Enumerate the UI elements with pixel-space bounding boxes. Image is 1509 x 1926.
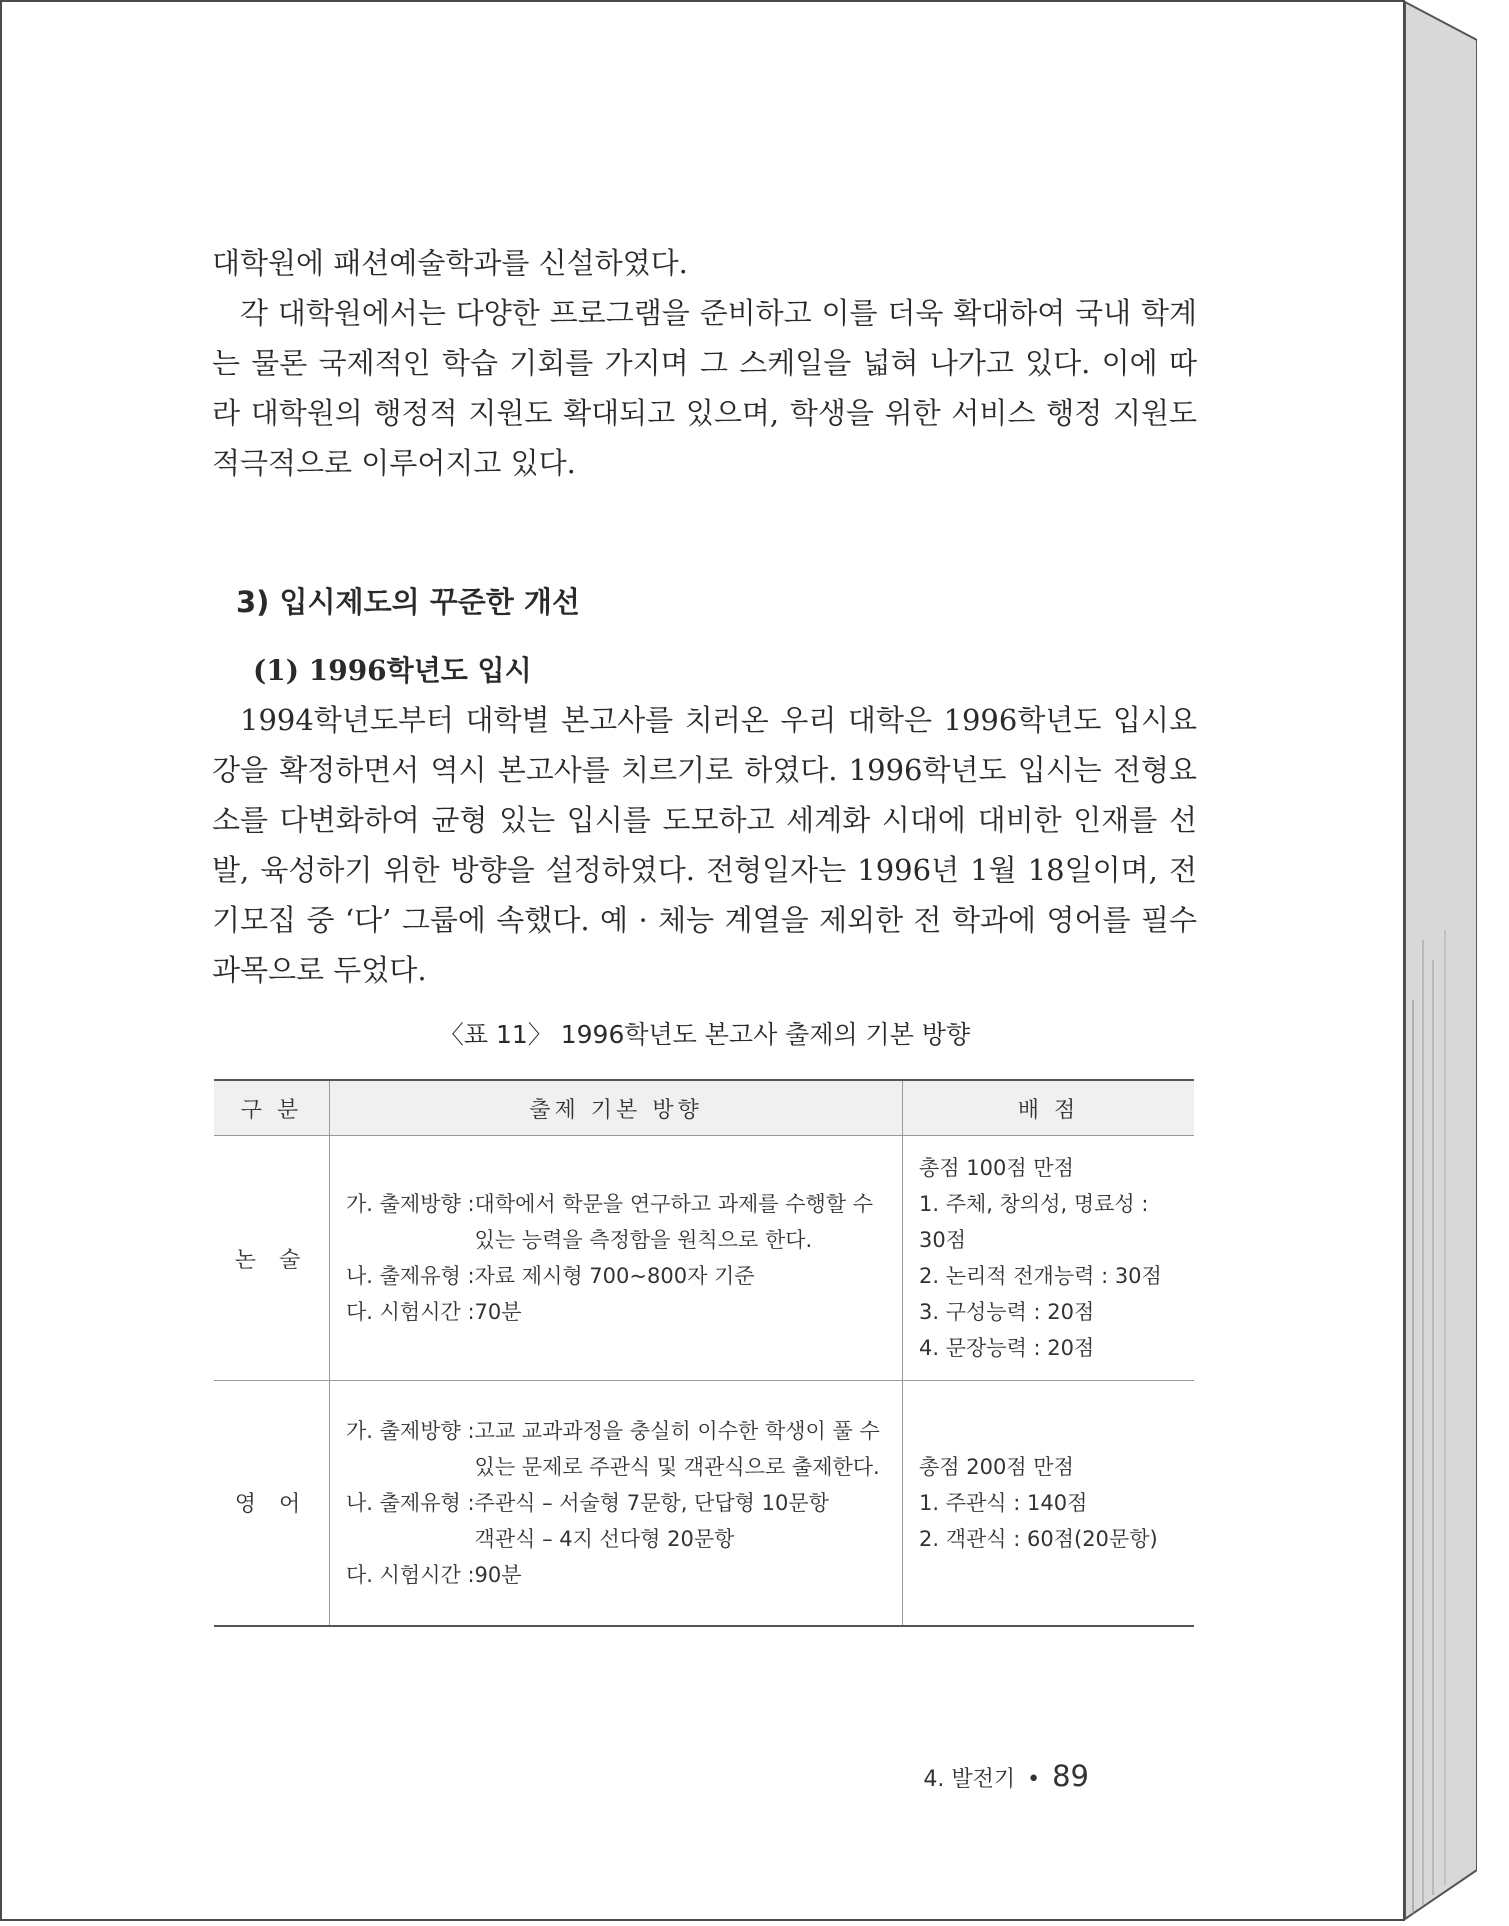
header-direction: 출제 기본 방향 [330, 1080, 903, 1136]
direction-key: 다. 시험시간 : [346, 1562, 475, 1587]
direction-key: 가. 출제방향 : [346, 1192, 475, 1216]
score-line: 총점 100점 만점 [919, 1156, 1074, 1180]
score-line: 2. 논리적 전개능력 : 30점 [919, 1264, 1162, 1288]
direction-value: 자료 제시형 700~800자 기준 [474, 1264, 755, 1288]
score-line: 4. 문장능력 : 20점 [919, 1336, 1095, 1360]
direction-item [346, 1557, 886, 1593]
page-number: 89 [1052, 1759, 1089, 1793]
table-row [214, 1136, 1194, 1381]
row-category: 영 어 [214, 1381, 330, 1626]
direction-value: 주관식 – 서술형 7문항, 단답형 10문항 객관식 – 4지 선다형 20문항 [474, 1490, 829, 1551]
score-line: 2. 객관식 : 60점(20문항) [919, 1526, 1158, 1551]
row-scores [903, 1136, 1195, 1381]
direction-value: 90분 [474, 1562, 522, 1587]
body-paragraph: 대학원에 패션예술학과를 신설하였다. [212, 246, 688, 280]
page-footer [923, 1759, 1089, 1793]
footer-bullet: • [1027, 1767, 1041, 1792]
exam-direction-table [214, 1079, 1194, 1627]
row-category: 논 술 [214, 1136, 330, 1381]
row-directions [330, 1381, 903, 1626]
header-category: 구 분 [214, 1080, 330, 1136]
book-page-stack-edge [1405, 0, 1477, 1921]
direction-key: 나. 출제유형 : [346, 1264, 475, 1288]
direction-item [346, 1186, 886, 1258]
chapter-label: 4. 발전기 [923, 1767, 1016, 1792]
table-row [214, 1381, 1194, 1626]
table-header-row [214, 1080, 1194, 1136]
direction-value: 고교 교과과정을 충실히 이수한 학생이 풀 수 있는 문제로 주관식 및 객관식으로 출제한다. [474, 1418, 880, 1479]
direction-item [346, 1413, 886, 1485]
score-line: 1. 주체, 창의성, 명료성 : 30점 [919, 1192, 1149, 1252]
header-score: 배 점 [903, 1080, 1195, 1136]
body-paragraph: 각 대학원에서는 다양한 프로그램을 준비하고 이를 더욱 확대하여 국내 학계는 물론 국제적인 학습 기회를 가지며 그 스케일을 넓혀 나가고 있다. 이에 따라 대학원의 행정적 지원도 확대되고 있으며, 학생을 위한 서비스 행정 지원도 적극적으로 이루어지고 있다. [212, 296, 1197, 480]
score-line: 총점 200점 만점 [919, 1454, 1074, 1479]
section-heading: 3) 입시제도의 꾸준한 개선 [236, 585, 580, 619]
row-directions [330, 1136, 903, 1381]
score-line: 3. 구성능력 : 20점 [919, 1300, 1095, 1324]
direction-item [346, 1258, 886, 1294]
direction-key: 다. 시험시간 : [346, 1300, 475, 1324]
body-paragraph: 1994학년도부터 대학별 본고사를 치러온 우리 대학은 1996학년도 입시요강을 확정하면서 역시 본고사를 치르기로 하였다. 1996학년도 입시는 전형요소를 다변화하여 균형 있는 입시를 도모하고 세계화 시대에 대비한 인재를 선발, 육성하기 위한 방향을 설정하였다. 전형일자는 1996년 1월 18일이며, 전기모집 중 ‘다’ 그룹에 속했다. 예 · 체능 계열을 제외한 전 학과에 영어를 필수 과목으로 두었다. [212, 703, 1197, 987]
subsection-heading: (1) 1996학년도 입시 [253, 654, 532, 687]
direction-item [346, 1485, 886, 1557]
direction-key: 나. 출제유형 : [346, 1490, 475, 1515]
direction-item [346, 1294, 886, 1330]
direction-key: 가. 출제방향 : [346, 1418, 475, 1443]
score-line: 1. 주관식 : 140점 [919, 1490, 1088, 1515]
direction-value: 70분 [474, 1300, 522, 1324]
row-scores [903, 1381, 1195, 1626]
table-caption: 〈표 11〉 1996학년도 본고사 출제의 기본 방향 [438, 1020, 971, 1049]
direction-value: 대학에서 학문을 연구하고 과제를 수행할 수 있는 능력을 측정함을 원칙으로 한다. [474, 1192, 874, 1252]
